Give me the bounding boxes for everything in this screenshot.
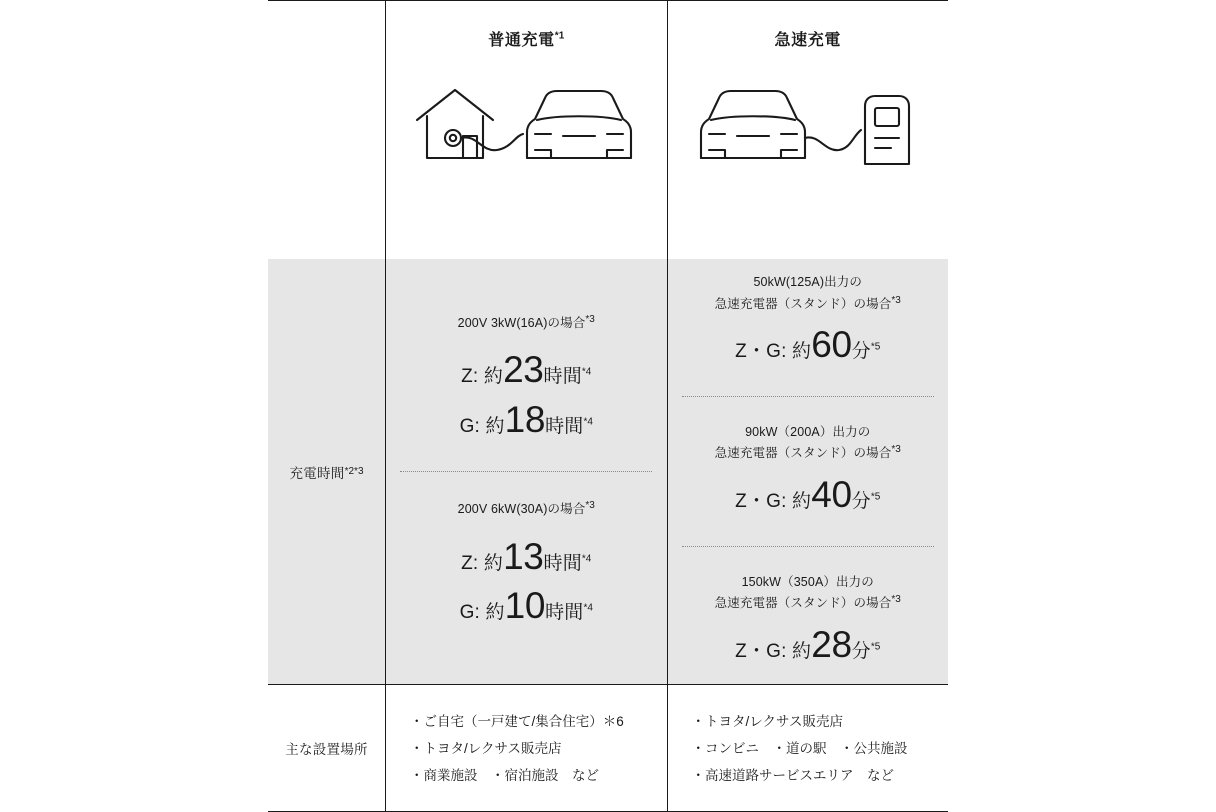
normal-6kw-caption-text: 200V 6kW(30A)の場合 (457, 502, 586, 517)
normal-3kw-value-g-prefix: G: 約 (459, 416, 505, 438)
header-quick-charging-title (774, 27, 841, 50)
quick-charging-divider-2 (682, 546, 934, 547)
header-normal-charging-title (488, 27, 564, 50)
normal-3kw-value-g-number: 18 (504, 399, 546, 441)
quick-places-list (668, 690, 949, 807)
quick-150kw-value-prefix: Z・G: 約 (735, 640, 812, 662)
quick-50kw-value-number: 60 (811, 324, 852, 366)
quick-50kw-caption (678, 273, 939, 314)
quick-90kw-value (678, 470, 939, 520)
quick-places-cell (667, 685, 949, 811)
quick-150kw-value-note: *5 (870, 641, 881, 653)
list-item: ・商業施設 ・宿泊施設 など (410, 767, 599, 783)
quick-50kw-caption-line2: 急速充電器（スタンド）の場合 (714, 296, 892, 311)
normal-3kw-value-z-unit: 時間 (543, 366, 582, 388)
normal-3kw-caption-text: 200V 3kW(16A)の場合 (457, 315, 586, 330)
quick-charging-block-90kw (668, 423, 949, 520)
quick-90kw-caption-line1: 90kW（200A）出力の (745, 425, 871, 440)
quick-90kw-value-prefix: Z・G: 約 (735, 490, 812, 512)
header-quick-charging-cell (667, 1, 949, 259)
normal-6kw-value-z-unit: 時間 (543, 552, 582, 574)
charging-time-row (268, 259, 948, 684)
normal-charging-time-cell (385, 259, 667, 684)
normal-6kw-value-g (396, 581, 657, 631)
normal-charging-divider (400, 471, 652, 472)
normal-6kw-value-g-unit: 時間 (545, 602, 584, 624)
quick-50kw-value-unit: 分 (851, 341, 871, 363)
normal-charging-block-6kw (386, 498, 667, 631)
normal-3kw-value-z-note: *4 (581, 366, 592, 378)
quick-charging-block-150kw (668, 573, 949, 670)
installation-places-label-text: 主な設置場所 (285, 742, 368, 757)
charging-time-row-label (268, 259, 385, 684)
list-item: ・ご自宅（一戸建て/集合住宅）＊6 (410, 713, 624, 729)
normal-6kw-value-z (396, 532, 657, 582)
normal-3kw-value-z-prefix: Z: 約 (461, 366, 504, 388)
quick-90kw-caption-note: *3 (891, 444, 901, 456)
normal-6kw-value-g-prefix: G: 約 (459, 602, 505, 624)
quick-90kw-value-number: 40 (811, 473, 852, 515)
quick-90kw-caption (678, 423, 939, 464)
quick-150kw-caption-line2: 急速充電器（スタンド）の場合 (714, 596, 892, 611)
quick-150kw-value-unit: 分 (851, 640, 871, 662)
quick-50kw-value-prefix: Z・G: 約 (735, 341, 812, 363)
quick-150kw-caption (678, 573, 939, 614)
list-item: ・コンビニ ・道の駅 ・公共施設 (691, 740, 908, 756)
quick-50kw-caption-line1: 50kW(125A)出力の (753, 275, 863, 290)
normal-6kw-caption-note: *3 (585, 500, 595, 511)
quick-90kw-value-unit: 分 (851, 490, 871, 512)
list-item: ・高速道路サービスエリア など (691, 767, 894, 783)
normal-places-list (386, 690, 667, 807)
charging-time-label-note: *2*3 (344, 466, 364, 477)
installation-places-row (268, 684, 948, 812)
normal-3kw-value-z-number: 23 (503, 349, 544, 391)
quick-charging-divider-1 (682, 396, 934, 397)
list-item: ・トヨタ/レクサス販売店 (691, 713, 843, 729)
header-normal-charging-text: 普通充電 (488, 32, 555, 49)
normal-6kw-caption (396, 498, 657, 520)
list-item: ・トヨタ/レクサス販売店 (410, 740, 562, 756)
car-and-charging-stand-icon (693, 72, 923, 187)
normal-3kw-caption (396, 312, 657, 334)
quick-50kw-caption-note: *3 (891, 294, 901, 306)
normal-3kw-value-g (396, 395, 657, 445)
quick-150kw-caption-line1: 150kW（350A）出力の (741, 574, 874, 589)
installation-places-row-label (268, 685, 385, 811)
quick-150kw-value (678, 620, 939, 670)
normal-3kw-value-z (396, 345, 657, 395)
quick-90kw-caption-line2: 急速充電器（スタンド）の場合 (714, 446, 892, 461)
quick-150kw-value-number: 28 (811, 623, 852, 665)
normal-6kw-value-z-prefix: Z: 約 (461, 552, 504, 574)
quick-50kw-value (678, 320, 939, 370)
header-normal-charging-note: *1 (554, 30, 565, 42)
header-normal-charging-cell (385, 1, 667, 259)
header-quick-charging-text: 急速充電 (774, 32, 842, 49)
table-header-row (268, 1, 948, 259)
charging-time-label-text: 充電時間 (289, 465, 345, 481)
normal-3kw-value-g-unit: 時間 (545, 416, 584, 438)
normal-6kw-value-g-note: *4 (583, 603, 593, 615)
normal-6kw-value-g-number: 10 (504, 585, 546, 627)
header-label-empty-cell (268, 1, 385, 259)
normal-3kw-value-g-note: *4 (583, 416, 593, 428)
quick-90kw-value-note: *5 (870, 491, 881, 503)
normal-3kw-caption-note: *3 (585, 313, 595, 325)
quick-charging-time-cell (667, 259, 949, 684)
normal-charging-block-3kw (386, 312, 667, 445)
quick-charging-block-50kw (668, 273, 949, 370)
normal-places-cell (385, 685, 667, 811)
quick-150kw-caption-note: *3 (891, 594, 901, 606)
quick-50kw-value-note: *5 (870, 341, 881, 353)
normal-6kw-value-z-number: 13 (503, 535, 544, 577)
charging-comparison-table (268, 0, 948, 812)
normal-6kw-value-z-note: *4 (581, 553, 592, 565)
house-and-car-charging-icon (411, 72, 641, 187)
